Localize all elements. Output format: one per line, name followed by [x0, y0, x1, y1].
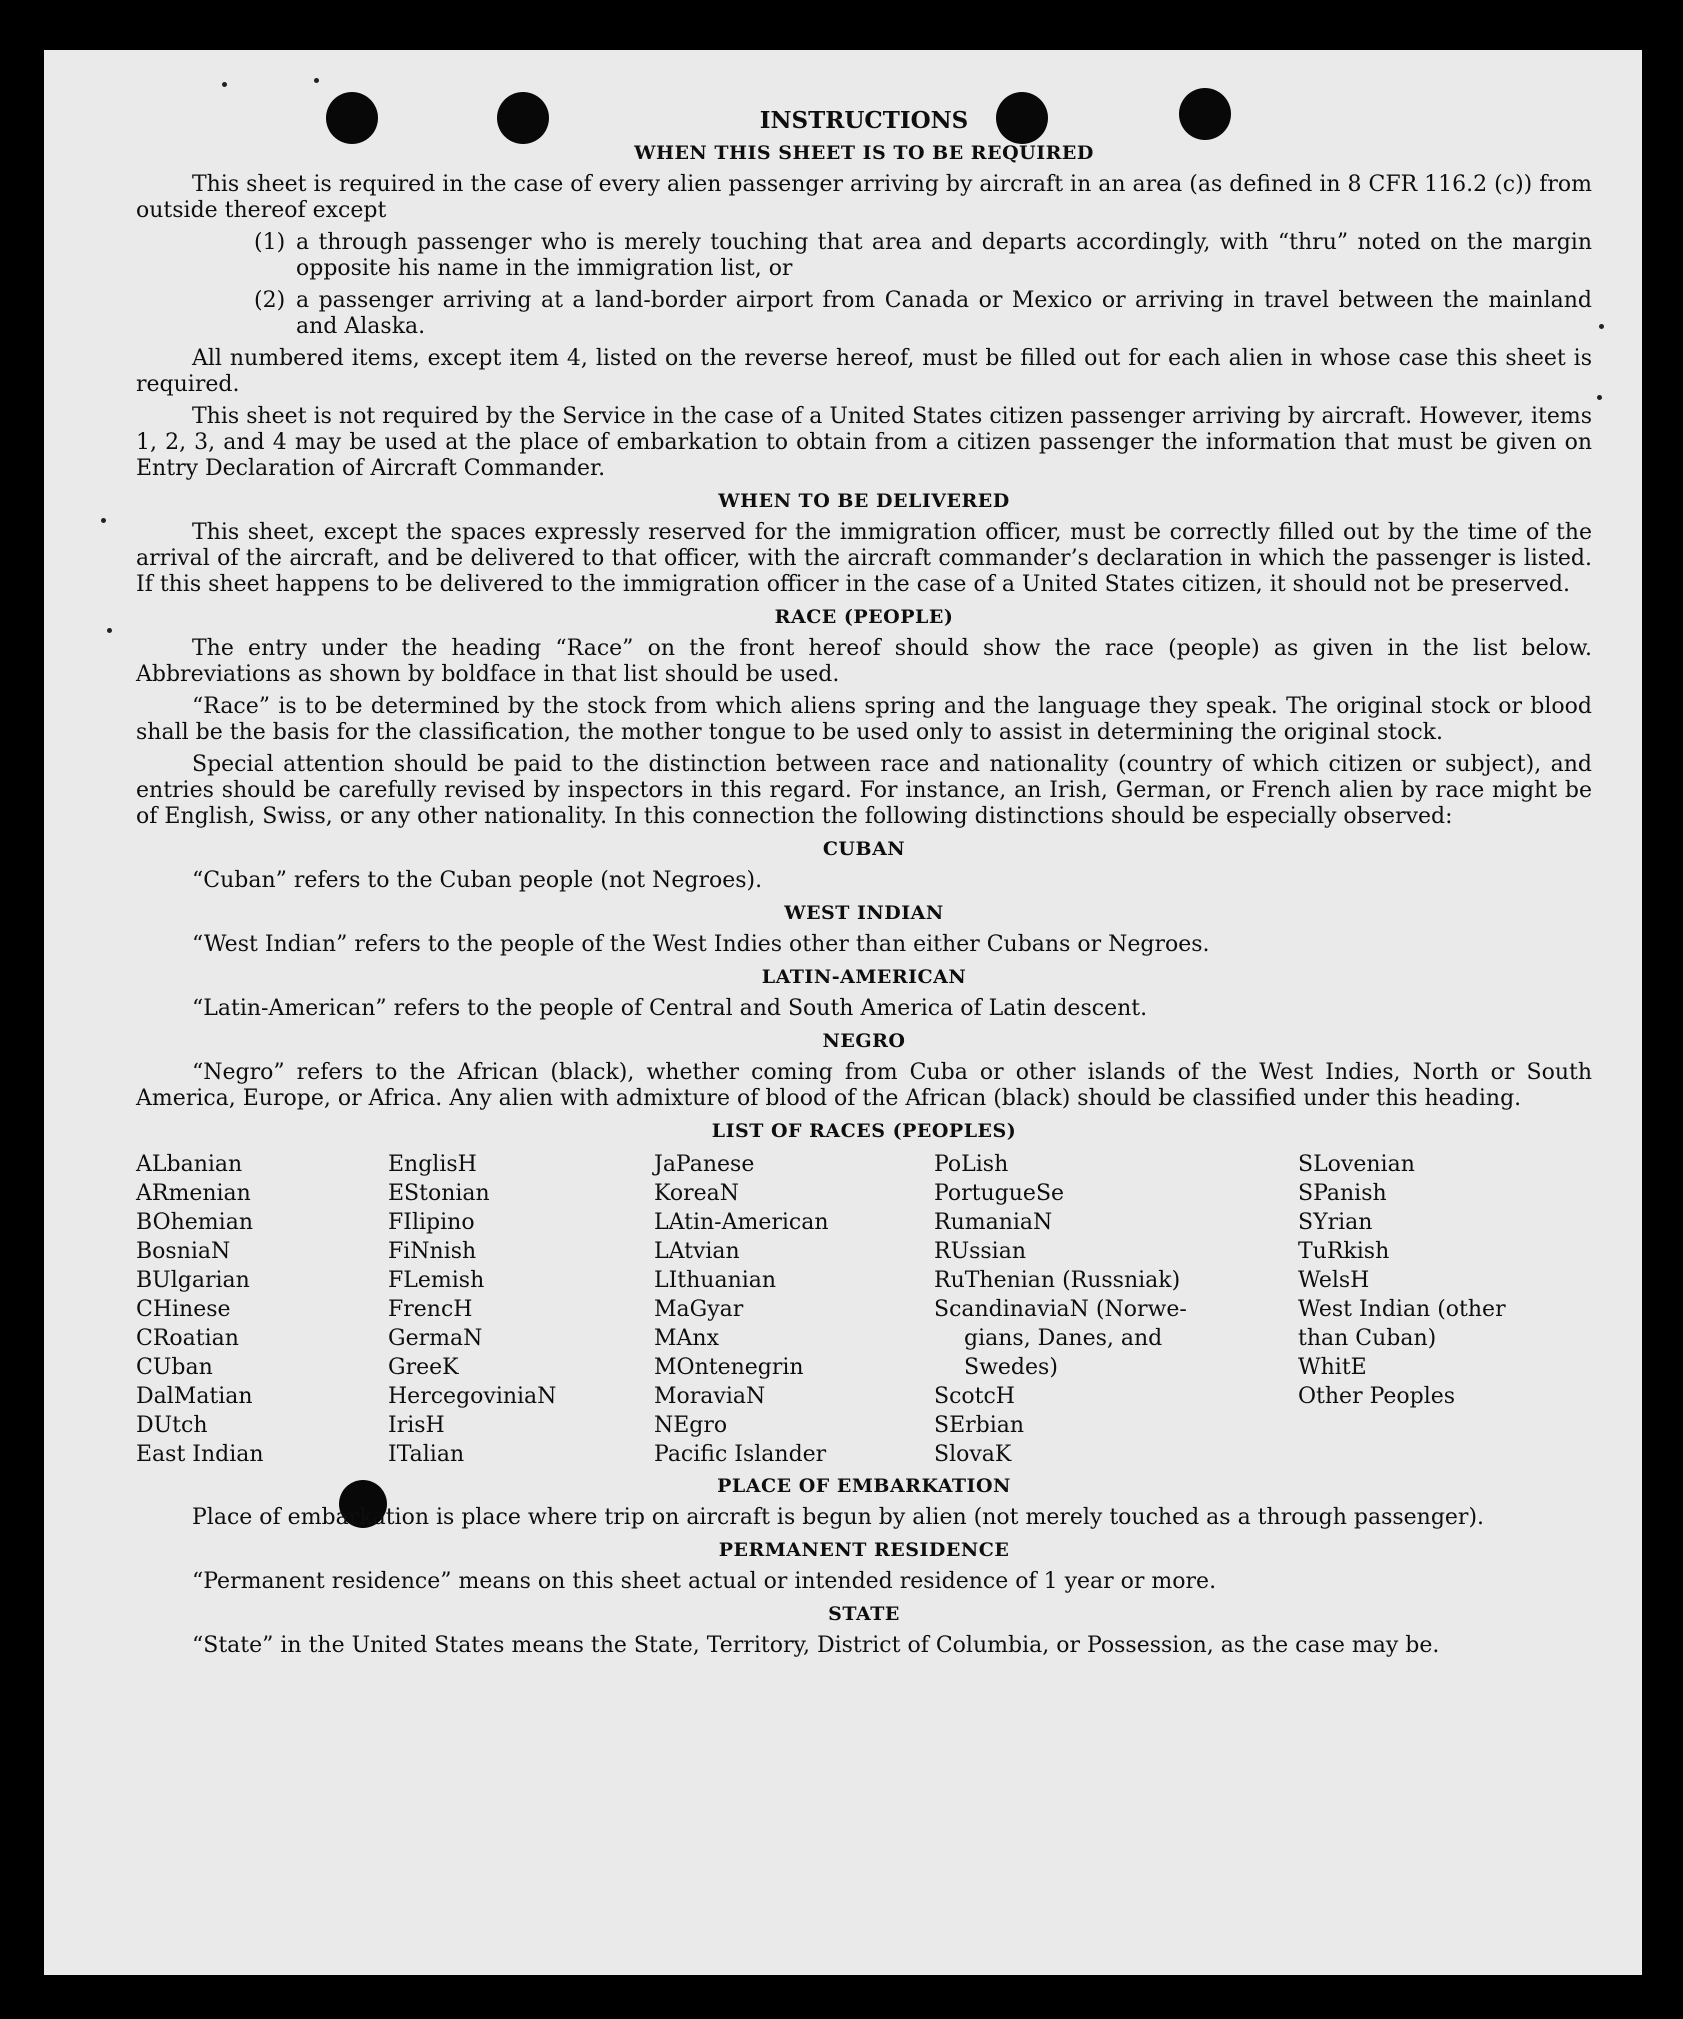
- race-entry: FIlipino: [388, 1210, 475, 1235]
- section-heading-west-indian: WEST INDIAN: [784, 902, 944, 924]
- race-entry: Swedes): [964, 1355, 1058, 1380]
- paragraph: “Race” is to be determined by the stock from which aliens spring and the language they speak. The original stock or blood shall be the basis for the classification, the mother tongue to be used only to assist in determining the original stock.: [136, 694, 1592, 745]
- section-heading-embarkation: PLACE OF EMBARKATION: [717, 1475, 1011, 1497]
- race-entry: SPanish: [1298, 1181, 1387, 1206]
- list-item: [254, 230, 1592, 282]
- race-entry: EnglisH: [388, 1152, 477, 1177]
- speck: [107, 628, 112, 633]
- paragraph: “State” in the United States means the State, Territory, District of Columbia, or Possession, as the case may be.: [192, 1633, 1440, 1658]
- race-entry: East Indian: [136, 1442, 264, 1467]
- race-entry: MoraviaN: [654, 1384, 766, 1409]
- section-heading-delivered: WHEN TO BE DELIVERED: [718, 490, 1010, 512]
- paragraph: This sheet is not required by the Service in the case of a United States citizen passenger arriving by aircraft. However, items 1, 2, 3, and 4 may be used at the place of embarkation to obtain from a citizen passenger the information that must be given on Entry Declaration of Aircraft Commander.: [136, 404, 1592, 481]
- race-entry: SLovenian: [1298, 1152, 1415, 1177]
- race-entry: SErbian: [934, 1413, 1025, 1438]
- speck: [101, 518, 106, 523]
- race-entry: PortugueSe: [934, 1181, 1065, 1206]
- races-list: [136, 1150, 1592, 1469]
- race-entry: ScotcH: [934, 1384, 1015, 1409]
- section-heading-negro: NEGRO: [822, 1030, 906, 1052]
- document-page: [44, 50, 1642, 1975]
- paragraph: “Cuban” refers to the Cuban people (not Negroes).: [192, 868, 763, 893]
- document-title: INSTRUCTIONS: [759, 107, 969, 134]
- race-entry: gians, Danes, and: [964, 1326, 1163, 1351]
- race-entry: EStonian: [388, 1181, 490, 1206]
- section-heading-residence: PERMANENT RESIDENCE: [718, 1539, 1010, 1561]
- race-entry: JaPanese: [654, 1152, 755, 1177]
- race-entry: FrencH: [388, 1297, 473, 1322]
- race-entry: IrisH: [388, 1413, 445, 1438]
- race-entry: PoLish: [934, 1152, 1009, 1177]
- race-entry: RUssian: [934, 1239, 1027, 1264]
- race-entry: NEgro: [654, 1413, 728, 1438]
- speck: [1597, 395, 1602, 400]
- race-entry: ITalian: [388, 1442, 465, 1467]
- section-heading-required: WHEN THIS SHEET IS TO BE REQUIRED: [634, 142, 1094, 164]
- race-entry: than Cuban): [1298, 1326, 1437, 1351]
- section-heading-latin-american: LATIN-AMERICAN: [761, 966, 967, 988]
- race-entry: GreeK: [388, 1355, 459, 1380]
- race-entry: CRoatian: [136, 1326, 239, 1351]
- race-entry: CHinese: [136, 1297, 231, 1322]
- race-entry: WhitE: [1298, 1355, 1367, 1380]
- paragraph: This sheet is required in the case of every alien passenger arriving by aircraft in an area (as defined in 8 CFR 116.2 (c)) from outside thereof except: [136, 172, 1592, 223]
- item-number: (2): [254, 288, 286, 313]
- paragraph: “Negro” refers to the African (black), whether coming from Cuba or other islands of the West Indies, North or South America, Europe, or Africa. Any alien with admixture of blood of the African (black) should be classified under this heading.: [136, 1060, 1592, 1111]
- races-column: [388, 1150, 654, 1469]
- list-of-races-heading: LIST OF RACES (PEOPLES): [711, 1120, 1017, 1142]
- race-entry: GermaN: [388, 1326, 483, 1351]
- paragraph: This sheet, except the spaces expressly reserved for the immigration officer, must be correctly filled out by the time of the arrival of the aircraft, and be delivered to that officer, with the aircraft commander’s declaration in which the passenger is listed. If this sheet happens to be delivered to the immigration officer in the case of a United States citizen, it should not be preserved.: [136, 520, 1592, 597]
- speck: [1599, 324, 1604, 329]
- paragraph: Place of embarkation is place where trip on aircraft is begun by alien (not merely touched as a through passenger).: [192, 1505, 1485, 1530]
- race-entry: SlovaK: [934, 1442, 1012, 1467]
- race-entry: LIthuanian: [654, 1268, 777, 1293]
- speck: [314, 78, 319, 83]
- item-number: (1): [254, 230, 286, 255]
- races-column: [934, 1150, 1298, 1469]
- race-entry: TuRkish: [1298, 1239, 1390, 1264]
- races-column: [654, 1150, 934, 1469]
- race-entry: MOntenegrin: [654, 1355, 804, 1380]
- item-text: a passenger arriving at a land-border airport from Canada or Mexico or arriving in travel between the mainland and Alaska.: [296, 288, 1592, 339]
- race-entry: ARmenian: [136, 1181, 251, 1206]
- race-entry: ScandinaviaN (Norwe-: [934, 1297, 1187, 1322]
- race-entry: DalMatian: [136, 1384, 253, 1409]
- race-entry: FLemish: [388, 1268, 485, 1293]
- speck: [222, 82, 227, 87]
- race-entry: Other Peoples: [1298, 1384, 1456, 1409]
- section-heading-state: STATE: [828, 1603, 900, 1625]
- race-entry: DUtch: [136, 1413, 208, 1438]
- race-entry: MAnx: [654, 1326, 719, 1351]
- race-entry: BosniaN: [136, 1239, 231, 1264]
- race-entry: HercegoviniaN: [388, 1384, 557, 1409]
- section-heading-cuban: CUBAN: [822, 838, 906, 860]
- race-entry: West Indian (other: [1298, 1297, 1506, 1322]
- paragraph: The entry under the heading “Race” on the front hereof should show the race (people) as given in the list below. Abbreviations as shown by boldface in that list should be used.: [136, 636, 1592, 687]
- paragraph: “Permanent residence” means on this sheet actual or intended residence of 1 year or more.: [192, 1569, 1217, 1594]
- race-entry: CUban: [136, 1355, 213, 1380]
- paragraph: “Latin-American” refers to the people of Central and South America of Latin descent.: [192, 996, 1148, 1021]
- race-entry: LAtvian: [654, 1239, 740, 1264]
- list-item: [254, 288, 1592, 340]
- race-entry: RumaniaN: [934, 1210, 1053, 1235]
- race-entry: Pacific Islander: [654, 1442, 827, 1467]
- race-entry: SYrian: [1298, 1210, 1373, 1235]
- paragraph: “West Indian” refers to the people of the West Indies other than either Cubans or Negroes.: [192, 932, 1210, 957]
- race-entry: BOhemian: [136, 1210, 253, 1235]
- paragraph: All numbered items, except item 4, listed on the reverse hereof, must be filled out for each alien in whose case this sheet is required.: [136, 346, 1592, 397]
- instructions-body: [136, 108, 1592, 1665]
- race-entry: KoreaN: [654, 1181, 739, 1206]
- race-entry: ALbanian: [136, 1152, 243, 1177]
- races-column: [136, 1150, 388, 1469]
- section-heading-race: RACE (PEOPLE): [774, 606, 954, 628]
- item-text: a through passenger who is merely touching that area and departs accordingly, with “thru” noted on the margin opposite his name in the immigration list, or: [296, 230, 1592, 281]
- race-entry: LAtin-American: [654, 1210, 829, 1235]
- race-entry: BUlgarian: [136, 1268, 250, 1293]
- race-entry: RuThenian (Russniak): [934, 1268, 1181, 1293]
- paragraph: Special attention should be paid to the distinction between race and nationality (country of which citizen or subject), and entries should be carefully revised by inspectors in this regard. For instance, an Irish, German, or French alien by race might be of English, Swiss, or any other nationality. In this connection the following distinctions should be especially observed:: [136, 752, 1592, 829]
- race-entry: WelsH: [1298, 1268, 1370, 1293]
- race-entry: MaGyar: [654, 1297, 744, 1322]
- races-column: [1298, 1150, 1592, 1469]
- race-entry: FiNnish: [388, 1239, 477, 1264]
